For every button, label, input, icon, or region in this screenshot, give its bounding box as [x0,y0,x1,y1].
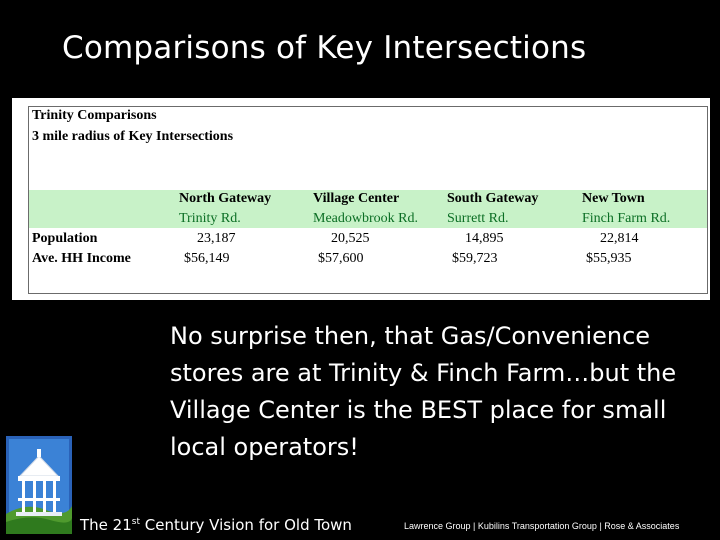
row-label-population: Population [32,231,98,246]
population-south-gateway: 14,895 [465,231,504,246]
col-road-village-center: Meadowbrook Rd. [313,211,418,226]
income-north-gateway: $56,149 [184,251,230,266]
footer-credits: Lawrence Group | Kubilins Transportation Group | Rose & Associates [404,521,680,531]
footer-vision [80,516,352,534]
col-header-south-gateway: South Gateway [447,191,539,206]
col-header-new-town: New Town [582,191,645,206]
footer-vision-post: Century Vision for Old Town [139,516,352,534]
col-road-south-gateway: Surrett Rd. [447,211,509,226]
income-new-town: $55,935 [586,251,632,266]
gazebo-logo-icon [6,436,72,534]
slide-body-text: No surprise then, that Gas/Convenience stores are at Trinity & Finch Farm…but the Village Center is the BEST place for small local operators! [170,322,677,461]
comparison-table [28,106,708,294]
table-subtitle: 3 mile radius of Key Intersections [32,129,234,144]
slide-title: Comparisons of Key Intersections [62,30,587,66]
comparison-table-image [12,98,710,300]
footer-vision-sup: st [131,517,140,527]
col-header-village-center: Village Center [313,191,400,206]
income-south-gateway: $59,723 [452,251,498,266]
footer-vision-pre: The 21 [80,516,132,534]
population-north-gateway: 23,187 [197,231,236,246]
population-new-town: 22,814 [600,231,639,246]
col-header-north-gateway: North Gateway [179,191,272,206]
income-village-center: $57,600 [318,251,364,266]
col-road-north-gateway: Trinity Rd. [179,211,241,226]
population-village-center: 20,525 [331,231,370,246]
col-road-new-town: Finch Farm Rd. [582,211,671,226]
table-title: Trinity Comparisons [32,108,157,123]
row-label-income: Ave. HH Income [32,251,131,266]
